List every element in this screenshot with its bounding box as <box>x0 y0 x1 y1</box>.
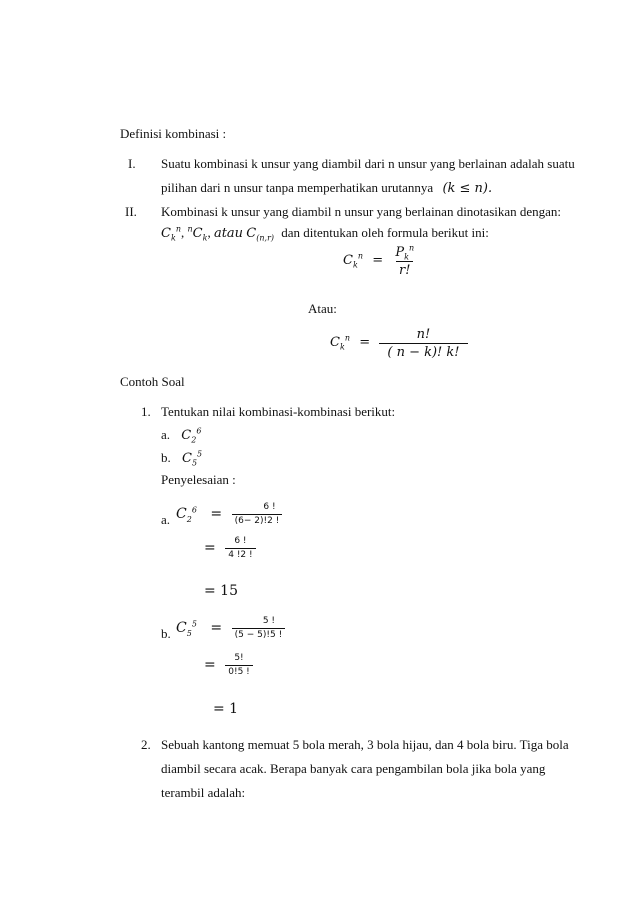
formula-permutation-ratio <box>343 243 417 278</box>
sol-b-fraction-2 <box>225 654 253 677</box>
atau-label: Atau: <box>308 301 337 316</box>
sol-a-f1-den: (6− 2)!2 ! <box>232 514 283 526</box>
sol-b-f1-den: (5 − 5)!5 ! <box>232 628 286 640</box>
contoh-soal-heading: Contoh Soal <box>120 374 185 389</box>
sol-a-equals-1: = <box>210 505 223 522</box>
q1-b-label: b. <box>161 450 171 465</box>
q1-a-item <box>161 426 202 445</box>
item-2-line2-tail: dan ditentukan oleh formula berikut ini: <box>281 225 489 240</box>
sol-a-step2 <box>204 537 256 560</box>
formula1-denominator: r! <box>396 261 413 277</box>
item-1-number: I. <box>128 156 136 171</box>
item-1-condition: (k ≤ n). <box>442 181 493 196</box>
notation-atau: atau <box>213 226 244 241</box>
q1-a-label: a. <box>161 427 171 442</box>
formula1-equals: = <box>372 253 384 269</box>
formula2-fraction <box>379 328 467 359</box>
q1-a-math: $C_2^6$ <box>181 426 202 445</box>
q1-text: Tentukan nilai kombinasi-kombinasi berikut: <box>161 404 396 419</box>
notation-separator-2: , <box>207 225 214 240</box>
sol-b-f2-den: 0!5 ! <box>225 665 253 677</box>
q1-number: 1. <box>141 404 151 419</box>
sol-a-label: a. <box>161 512 171 527</box>
item-1-line2-text: pilihan dari n unsur tanpa memperhatikan urutannya <box>161 180 434 195</box>
sol-b-f2-num: 5! <box>234 653 244 663</box>
q1-b-item <box>161 449 203 468</box>
formula1-fraction <box>392 243 417 278</box>
notation-3: $C_{(n,r)}$ <box>246 226 275 243</box>
sol-a-lhs: $C_2^6$ <box>176 505 197 524</box>
sol-b-label: b. <box>161 626 171 641</box>
q2-number: 2. <box>141 737 151 752</box>
sol-b-equals-1: = <box>210 619 223 636</box>
q2-line1: Sebuah kantong memuat 5 bola merah, 3 bola hijau, dan 4 bola biru. Tiga bola <box>161 737 569 752</box>
sol-b-equals-2: = <box>204 656 216 673</box>
formula1-numerator: $P_k^n$ <box>395 243 415 262</box>
sol-a-step1 <box>176 503 282 526</box>
item-1-line2 <box>161 181 492 195</box>
q2-line2: diambil secara acak. Berapa banyak cara pengambilan bola jika bola yang <box>161 761 546 776</box>
solution-label: Penyelesaian : <box>161 472 236 487</box>
sol-b-f1-num: 5 ! <box>262 616 276 626</box>
formula2-numerator: n! <box>416 327 431 342</box>
sol-b-step2 <box>204 654 253 677</box>
formula2-equals: = <box>359 335 371 351</box>
sol-a-equals-2: = <box>204 539 216 556</box>
sol-a-f2-den: 4 !2 ! <box>225 548 255 560</box>
formula-factorial <box>330 328 468 359</box>
notation-separator-1: , <box>180 225 188 240</box>
formula1-lhs: $C_k^n$ <box>343 252 363 271</box>
item-2-line1: Kombinasi k unsur yang diambil n unsur yang berlainan dinotasikan dengan: <box>161 204 562 219</box>
formula2-lhs: $C_k^n$ <box>330 334 350 353</box>
formula2-denominator: ( n − k)! k! <box>379 343 467 359</box>
notation-2: $^nC_k$ <box>187 224 208 243</box>
q1-b-math: $C_5^5$ <box>182 449 203 468</box>
sol-a-result: = 15 <box>204 583 238 599</box>
sol-b-fraction-1 <box>232 617 286 640</box>
item-2-number: II. <box>125 204 137 219</box>
definition-heading: Definisi kombinasi : <box>120 126 227 141</box>
sol-a-fraction-2 <box>225 537 255 560</box>
item-1-line1: Suatu kombinasi k unsur yang diambil dari n unsur yang berlainan adalah suatu <box>161 156 575 171</box>
sol-b-result: = 1 <box>213 701 239 717</box>
notation-1: $C_k^n$ <box>161 224 181 243</box>
item-2-line2 <box>161 224 489 243</box>
sol-a-f2-num: 6 ! <box>234 536 247 546</box>
q2-line3: terambil adalah: <box>161 785 246 800</box>
sol-a-f1-num: 6 ! <box>263 502 276 512</box>
sol-a-fraction-1 <box>232 503 283 526</box>
sol-b-lhs: $C_5^5$ <box>176 619 197 638</box>
sol-b-step1 <box>176 617 285 640</box>
